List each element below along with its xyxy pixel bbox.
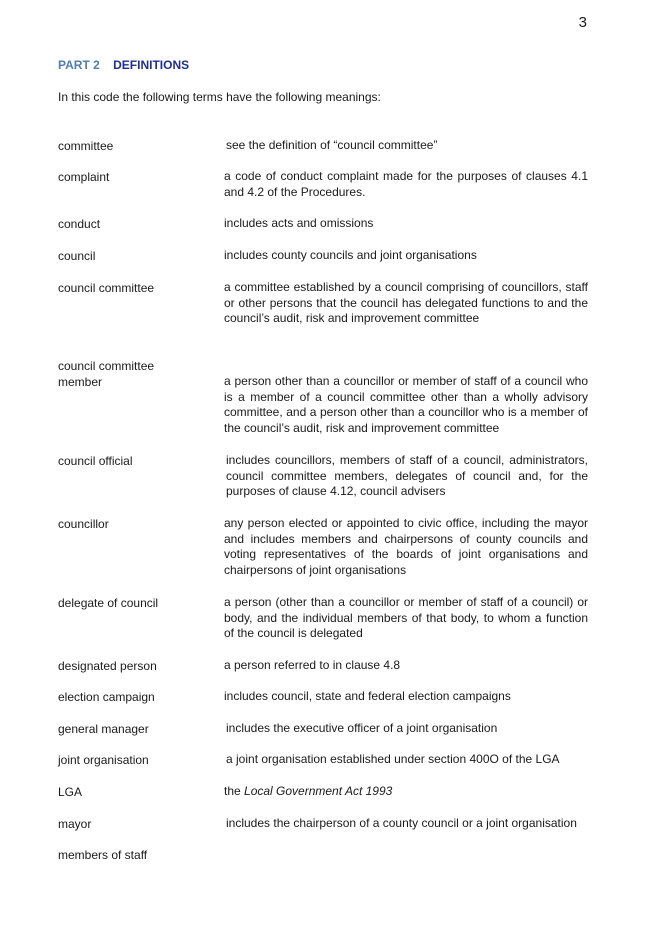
definition-text: includes the executive officer of a joint organisation (226, 721, 498, 735)
definition-text: includes acts and omissions (224, 216, 374, 230)
term: delegate of council (58, 596, 159, 610)
term: council committee member (58, 359, 155, 389)
definition-text: a committee established by a council comprising of councillors, staff or other persons that the council has delegated functions to and the council’s audit, risk and improvement committee (224, 280, 588, 326)
definition-text: includes the chairperson of a county council or a joint organisation (226, 816, 577, 830)
term: council committee (58, 281, 155, 295)
act-title: Local Government Act 1993 (244, 784, 393, 798)
term: complaint (58, 170, 110, 184)
intro-text: In this code the following terms have the following meanings: (58, 90, 381, 104)
definition-text: a person other than a councillor or member of staff of a council who is a member of a council committee other than a wholly advisory committee, and a person other than a councillor who is a member of the council’s audit, risk and improvement committee (224, 374, 588, 436)
definition-text: see the definition of “council committee” (226, 138, 438, 152)
term: council official (58, 454, 133, 468)
term: members of staff (58, 848, 148, 862)
term: conduct (58, 217, 101, 231)
definition-text: a joint organisation established under section 400O of the LGA (226, 752, 560, 766)
definition-text-prefix: the (224, 784, 245, 798)
part-label: PART 2 (58, 58, 100, 72)
definition-text: includes county councils and joint organisations (224, 248, 477, 262)
term: committee (58, 139, 114, 153)
term: LGA (58, 785, 83, 799)
definition-text: a person (other than a councillor or member of staff of a council) or body, and the individual members of that body, to whom a function of the council is delegated (224, 595, 588, 641)
term: joint organisation (58, 753, 149, 767)
term: councillor (58, 517, 109, 531)
term: mayor (58, 817, 92, 831)
definition-text: a person referred to in clause 4.8 (224, 658, 401, 672)
term: council (58, 249, 96, 263)
definition-text: a code of conduct complaint made for the purposes of clauses 4.1 and 4.2 of the Procedures. (224, 169, 588, 199)
definition-text: includes councillors, members of staff of a council, administrators, council committee members, delegates of council and, for the purposes of clause 4.12, council advisers (226, 453, 588, 499)
term: general manager (58, 722, 149, 736)
definition-text (224, 784, 588, 800)
definition-text: includes council, state and federal election campaigns (224, 689, 511, 703)
section-heading (58, 58, 189, 72)
section-title: DEFINITIONS (113, 58, 190, 72)
term: designated person (58, 659, 157, 673)
definition-text: any person elected or appointed to civic office, including the mayor and includes members and chairpersons of county councils and voting representatives of the boards of joint organisations and chairpersons of joint organisations (224, 516, 588, 578)
term: election campaign (58, 690, 155, 704)
page-number: 3 (578, 14, 587, 31)
